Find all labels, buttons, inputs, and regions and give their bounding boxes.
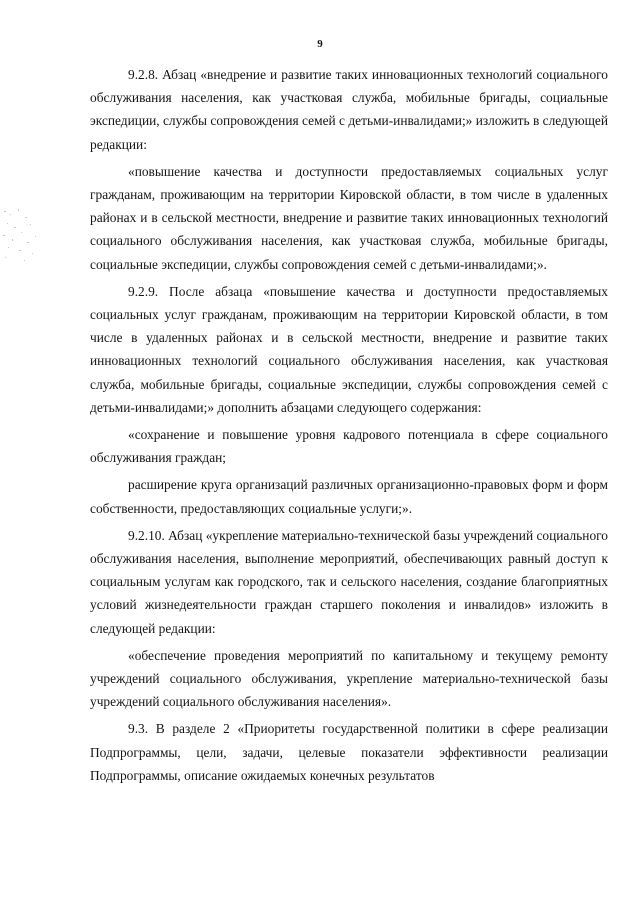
document-body bbox=[90, 63, 608, 791]
paragraph-9-2-9-added-2: расширение круга организаций различных организационно-правовых форм и форм собственности, предоставляющих социальные услуги;». bbox=[90, 477, 608, 516]
page-number: 9 bbox=[317, 38, 323, 50]
paragraph-9-2-10: 9.2.10. Абзац «укрепление материально-технической базы учреждений социального обслуживания населения, выполнение мероприятий, обеспечивающих равный доступ к социальным услугам как городского, так и сельского населения, создание благоприятных условий жизнедеятельности граждан старшего поколения и инвалидов» изложить в следующей редакции: bbox=[90, 527, 608, 636]
scan-artifact bbox=[0, 205, 42, 265]
paragraph-9-3: 9.3. В разделе 2 «Приоритеты государственной политики в сфере реализации Подпрограммы, цели, задачи, целевые показатели эффективности реализации Подпрограммы, описание ожидаемых конечных результатов bbox=[90, 721, 608, 783]
paragraph-9-2-9: 9.2.9. После абзаца «повышение качества и доступности предоставляемых социальных услуг гражданам, проживающим на территории Кировской области, в том числе в удаленных районах и в сельской местности, внедрение и развитие таких инновационных технологий социального обслуживания населения, как участковая служба, мобильные бригады, социальные экспедиции, службы сопровождения семей с детьми-инвалидами;» дополнить абзацами следующего содержания: bbox=[90, 283, 608, 415]
paragraph-9-2-9-added-1: «сохранение и повышение уровня кадрового потенциала в сфере социального обслуживания граждан; bbox=[90, 427, 608, 466]
paragraph-9-2-10-new-text: «обеспечение проведения мероприятий по капитальному и текущему ремонту учреждений социального обслуживания, укрепление материально-технической базы учреждений социального обслуживания населения». bbox=[90, 647, 608, 710]
paragraph-9-2-8: 9.2.8. Абзац «внедрение и развитие таких инновационных технологий социального обслуживания населения, как участковая служба, мобильные бригады, социальные экспедиции, службы сопровождения семей с детьми-инвалидами;» изложить в следующей редакции: bbox=[90, 67, 608, 152]
paragraph-9-2-8-new-text: «повышение качества и доступности предоставляемых социальных услуг гражданам, проживающим на территории Кировской области, в том числе в удаленных районах и в сельской местности, внедрение и развитие таких инновационных технологий социального обслуживания населения, как участковая служба, мобильные бригады, социальные экспедиции, службы сопровождения семей с детьми-инвалидами;». bbox=[90, 163, 608, 272]
